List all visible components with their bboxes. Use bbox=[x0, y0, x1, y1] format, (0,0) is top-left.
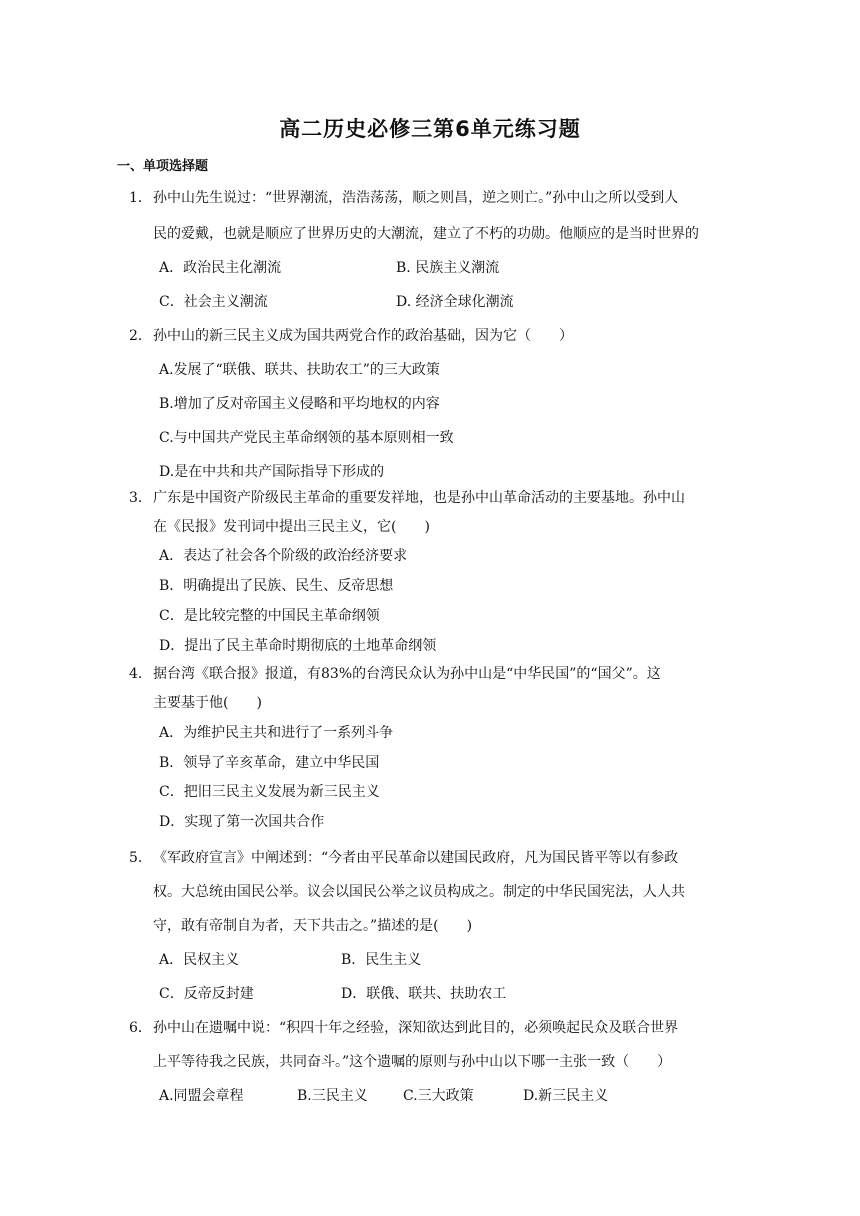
question-stem-line: 上平等待我之民族，共同奋斗。”这个遗嘱的原则与孙中山以下哪一主张一致（ ） bbox=[153, 1054, 672, 1070]
question-stem-line: 据台湾《联合报》报道，有83%的台湾民众认为孙中山是“中华民国”的“国父”。这 bbox=[153, 666, 661, 682]
option-c: C．是比较完整的中国民主革命纲领 bbox=[159, 608, 380, 624]
option-c: C.与中国共产党民主革命纲领的基本原则相一致 bbox=[159, 430, 454, 446]
page-title: 高二历史必修三第6单元练习题 bbox=[279, 117, 581, 141]
option-a: A．为维护民主共和进行了一系列斗争 bbox=[159, 725, 394, 741]
option-b: B. 民族主义潮流 bbox=[396, 260, 500, 276]
option-d: D．联俄、联共、扶助农工 bbox=[341, 986, 507, 1002]
question-stem-line: 孙中山的新三民主义成为国共两党合作的政治基础，因为它（ ） bbox=[153, 328, 573, 344]
question-stem-line: 孙中山在遗嘱中说：“积四十年之经验，深知欲达到此目的，必须唤起民众及联合世界 bbox=[153, 1020, 679, 1036]
option-b: B．民生主义 bbox=[341, 952, 422, 968]
question-stem-line: 孙中山先生说过：“世界潮流，浩浩荡荡，顺之则昌，逆之则亡。”孙中山之所以受到人 bbox=[153, 190, 679, 206]
option-d: D. 经济全球化潮流 bbox=[396, 294, 514, 310]
question-number: 6． bbox=[129, 1020, 152, 1036]
option-b: B.三民主义 bbox=[297, 1088, 368, 1104]
option-a: A.同盟会章程 bbox=[159, 1088, 244, 1104]
question-number: 4． bbox=[129, 666, 152, 682]
option-d: D．提出了民主革命时期彻底的土地革命纲领 bbox=[159, 638, 437, 654]
question-stem-line: 主要基于他( ) bbox=[153, 695, 262, 711]
option-a: A．政治民主化潮流 bbox=[159, 260, 282, 276]
question-stem-line: 权。大总统由国民公举。议会以国民公举之议员构成之。制定的中华民国宪法，人人共 bbox=[153, 884, 685, 900]
section-heading: 一、单项选择题 bbox=[117, 159, 209, 174]
option-a: A．表达了社会各个阶级的政治经济要求 bbox=[159, 548, 408, 564]
question-stem-line: 民的爱戴，也就是顺应了世界历史的大潮流，建立了不朽的功勋。他顺应的是当时世界的 bbox=[153, 226, 699, 242]
option-d: D.是在中共和共产国际指导下形成的 bbox=[159, 464, 385, 480]
option-c: C．社会主义潮流 bbox=[159, 294, 268, 310]
question-stem-line: 《军政府宣言》中阐述到：“今者由平民革命以建国民政府，凡为国民皆平等以有参政 bbox=[153, 850, 679, 866]
option-b: B.增加了反对帝国主义侵略和平均地权的内容 bbox=[159, 396, 440, 412]
option-a: A.发展了“联俄、联共、扶助农工”的三大政策 bbox=[159, 362, 440, 378]
question-stem-line: 在《民报》发刊词中提出三民主义，它( ) bbox=[153, 519, 430, 535]
option-a: A．民权主义 bbox=[159, 952, 240, 968]
option-b: B．领导了辛亥革命，建立中华民国 bbox=[159, 755, 380, 771]
option-c: C.三大政策 bbox=[403, 1088, 474, 1104]
option-d: D.新三民主义 bbox=[523, 1088, 609, 1104]
option-d: D．实现了第一次国共合作 bbox=[159, 814, 325, 830]
question-number: 5． bbox=[129, 850, 152, 866]
option-c: C．把旧三民主义发展为新三民主义 bbox=[159, 784, 380, 800]
option-b: B．明确提出了民族、民生、反帝思想 bbox=[159, 578, 394, 594]
question-number: 1． bbox=[129, 190, 152, 206]
question-stem-line: 广东是中国资产阶级民主革命的重要发祥地，也是孙中山革命活动的主要基地。孙中山 bbox=[153, 490, 685, 506]
question-number: 2． bbox=[129, 328, 152, 344]
option-c: C．反帝反封建 bbox=[159, 986, 254, 1002]
question-stem-line: 守，敢有帝制自为者，天下共击之。”描述的是( ) bbox=[153, 918, 473, 934]
question-number: 3． bbox=[129, 490, 152, 506]
